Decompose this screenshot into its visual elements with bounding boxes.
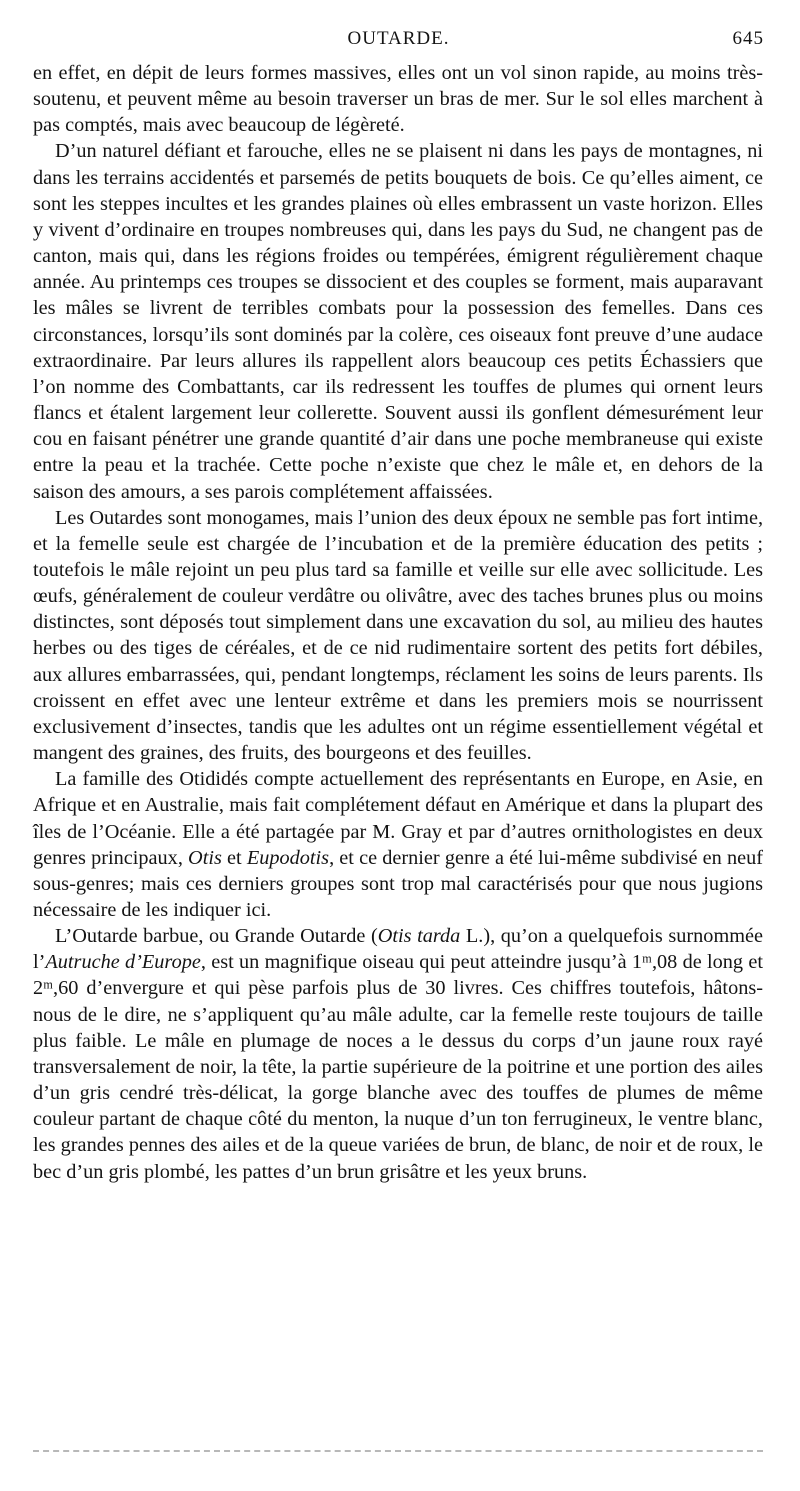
genus-name-otis: Otis	[188, 846, 222, 869]
page-number: 645	[732, 28, 764, 49]
text-span: L.), qu’on a quelquefois surnommée l’	[33, 925, 763, 974]
species-name: Otis tarda	[377, 925, 461, 948]
running-title: OUTARDE.	[347, 28, 450, 49]
text-span: , et ce dernier genre a été lui-même subdivisé en neuf sous-genres; mais ces derniers groupes sont trop mal caractérisés pour que nous jugions nécessaire de les indiquer ici.	[33, 846, 763, 921]
text-span: , est un magnifique oiseau qui peut atteindre jusqu’à 1ᵐ,08 de long et 2ᵐ,60 d’envergure et qui pèse parfois plus de 30 livres. Ces chiffres toutefois, hâtons-nous de le dire, ne s’appliquent qu’au mâle adulte, car la femelle reste toujours de taille plus faible. Le mâle en plumage de noces a le dessus du corps d’un jaune roux rayé transversalement de noir, la tête, la partie supérieure de la poitrine et une portion des ailes d’un gris cendré très-délicat, la gorge blanche avec des touffes de plumes de même couleur partant de chaque côté du menton, la nuque d’un ton ferrugineux, le ventre blanc, les grandes pennes des ailes et de la queue variées de brun, de blanc, de noir et de roux, le bec d’un gris plombé, les pattes d’un brun grisâtre et les yeux bruns.	[33, 951, 763, 1183]
paragraph-continued: en effet, en dépit de leurs formes massives, elles ont un vol sinon rapide, au moins très-soutenu, et peuvent même au besoin traverser un bras de mer. Sur le sol elles marchent à pas comptés, mais avec beaucoup de légèreté.	[33, 62, 763, 137]
paragraph-family	[33, 766, 763, 923]
paragraph-habits: D’un naturel défiant et farouche, elles ne se plaisent ni dans les pays de montagnes, ni dans les terrains accidentés et parsemés de petits bouquets de bois. Ce qu’elles aiment, ce sont les steppes incultes et les grandes plaines où elles embrassent un vaste horizon. Elles y vivent d’ordinaire en troupes nombreuses qui, dans les pays du Sud, ne changent pas de canton, mais qui, dans les régions froides ou tempérées, émigrent régulièrement chaque année. Au printemps ces troupes se dissocient et des couples se forment, mais auparavant les mâles se livrent de terribles combats pour la possession des femelles. Dans ces circonstances, lorsqu’ils sont dominés par la colère, ces oiseaux font preuve d’une audace extraordinaire. Par leurs allures ils rappellent alors beaucoup ces petits Échassiers que l’on nomme des Combattants, car ils redressent les touffes de plumes qui ornent leurs flancs et étalent largement leur collerette. Souvent aussi ils gonflent démesurément leur cou en faisant pénétrer une grande quantité d’air dans une poche membraneuse qui existe entre la peau et la trachée. Cette poche n’existe que chez le mâle et, en dehors de la saison des amours, a ses parois complétement affaissées.	[33, 140, 763, 503]
text-span: La famille des Otididés compte actuellement des représentants en Europe, en Asie, en Afrique et en Australie, mais fait complétement défaut en Amérique et dans la plupart des îles de l’Océanie. Elle a été partagée par M. Gray et par d’autres ornithologistes en deux genres principaux,	[33, 768, 763, 869]
text-body	[33, 60, 763, 1185]
text-span: et	[221, 846, 247, 869]
genus-name-eupodotis: Eupodotis	[246, 846, 330, 869]
page-header	[33, 28, 764, 58]
paragraph-great-bustard	[33, 923, 763, 1185]
paragraph-reproduction: Les Outardes sont monogames, mais l’union des deux époux ne semble pas fort intime, et la femelle seule est chargée de l’incubation et de la première éducation des petits ; toutefois le mâle rejoint un peu plus tard sa famille et veille sur elle avec sollicitude. Les œufs, généralement de couleur verdâtre ou olivâtre, avec des taches brunes plus ou moins distinctes, sont déposés tout simplement dans une excavation du sol, au milieu des hautes herbes ou des tiges de céréales, et de ce nid rudimentaire sortent des petits fort débiles, aux allures embarrassées, qui, pendant longtemps, réclament les soins de leurs parents. Ils croissent en effet avec une lenteur extrême et dans les premiers mois se nourrissent exclusivement d’insectes, tandis que les adultes ont un régime essentiellement végétal et mangent des graines, des fruits, des bourgeons et des feuilles.	[33, 506, 764, 765]
nickname: Autruche d’Europe	[45, 951, 201, 974]
footer-rule	[33, 1450, 763, 1452]
text-span: L’Outarde barbue, ou Grande Outarde (	[55, 925, 378, 948]
